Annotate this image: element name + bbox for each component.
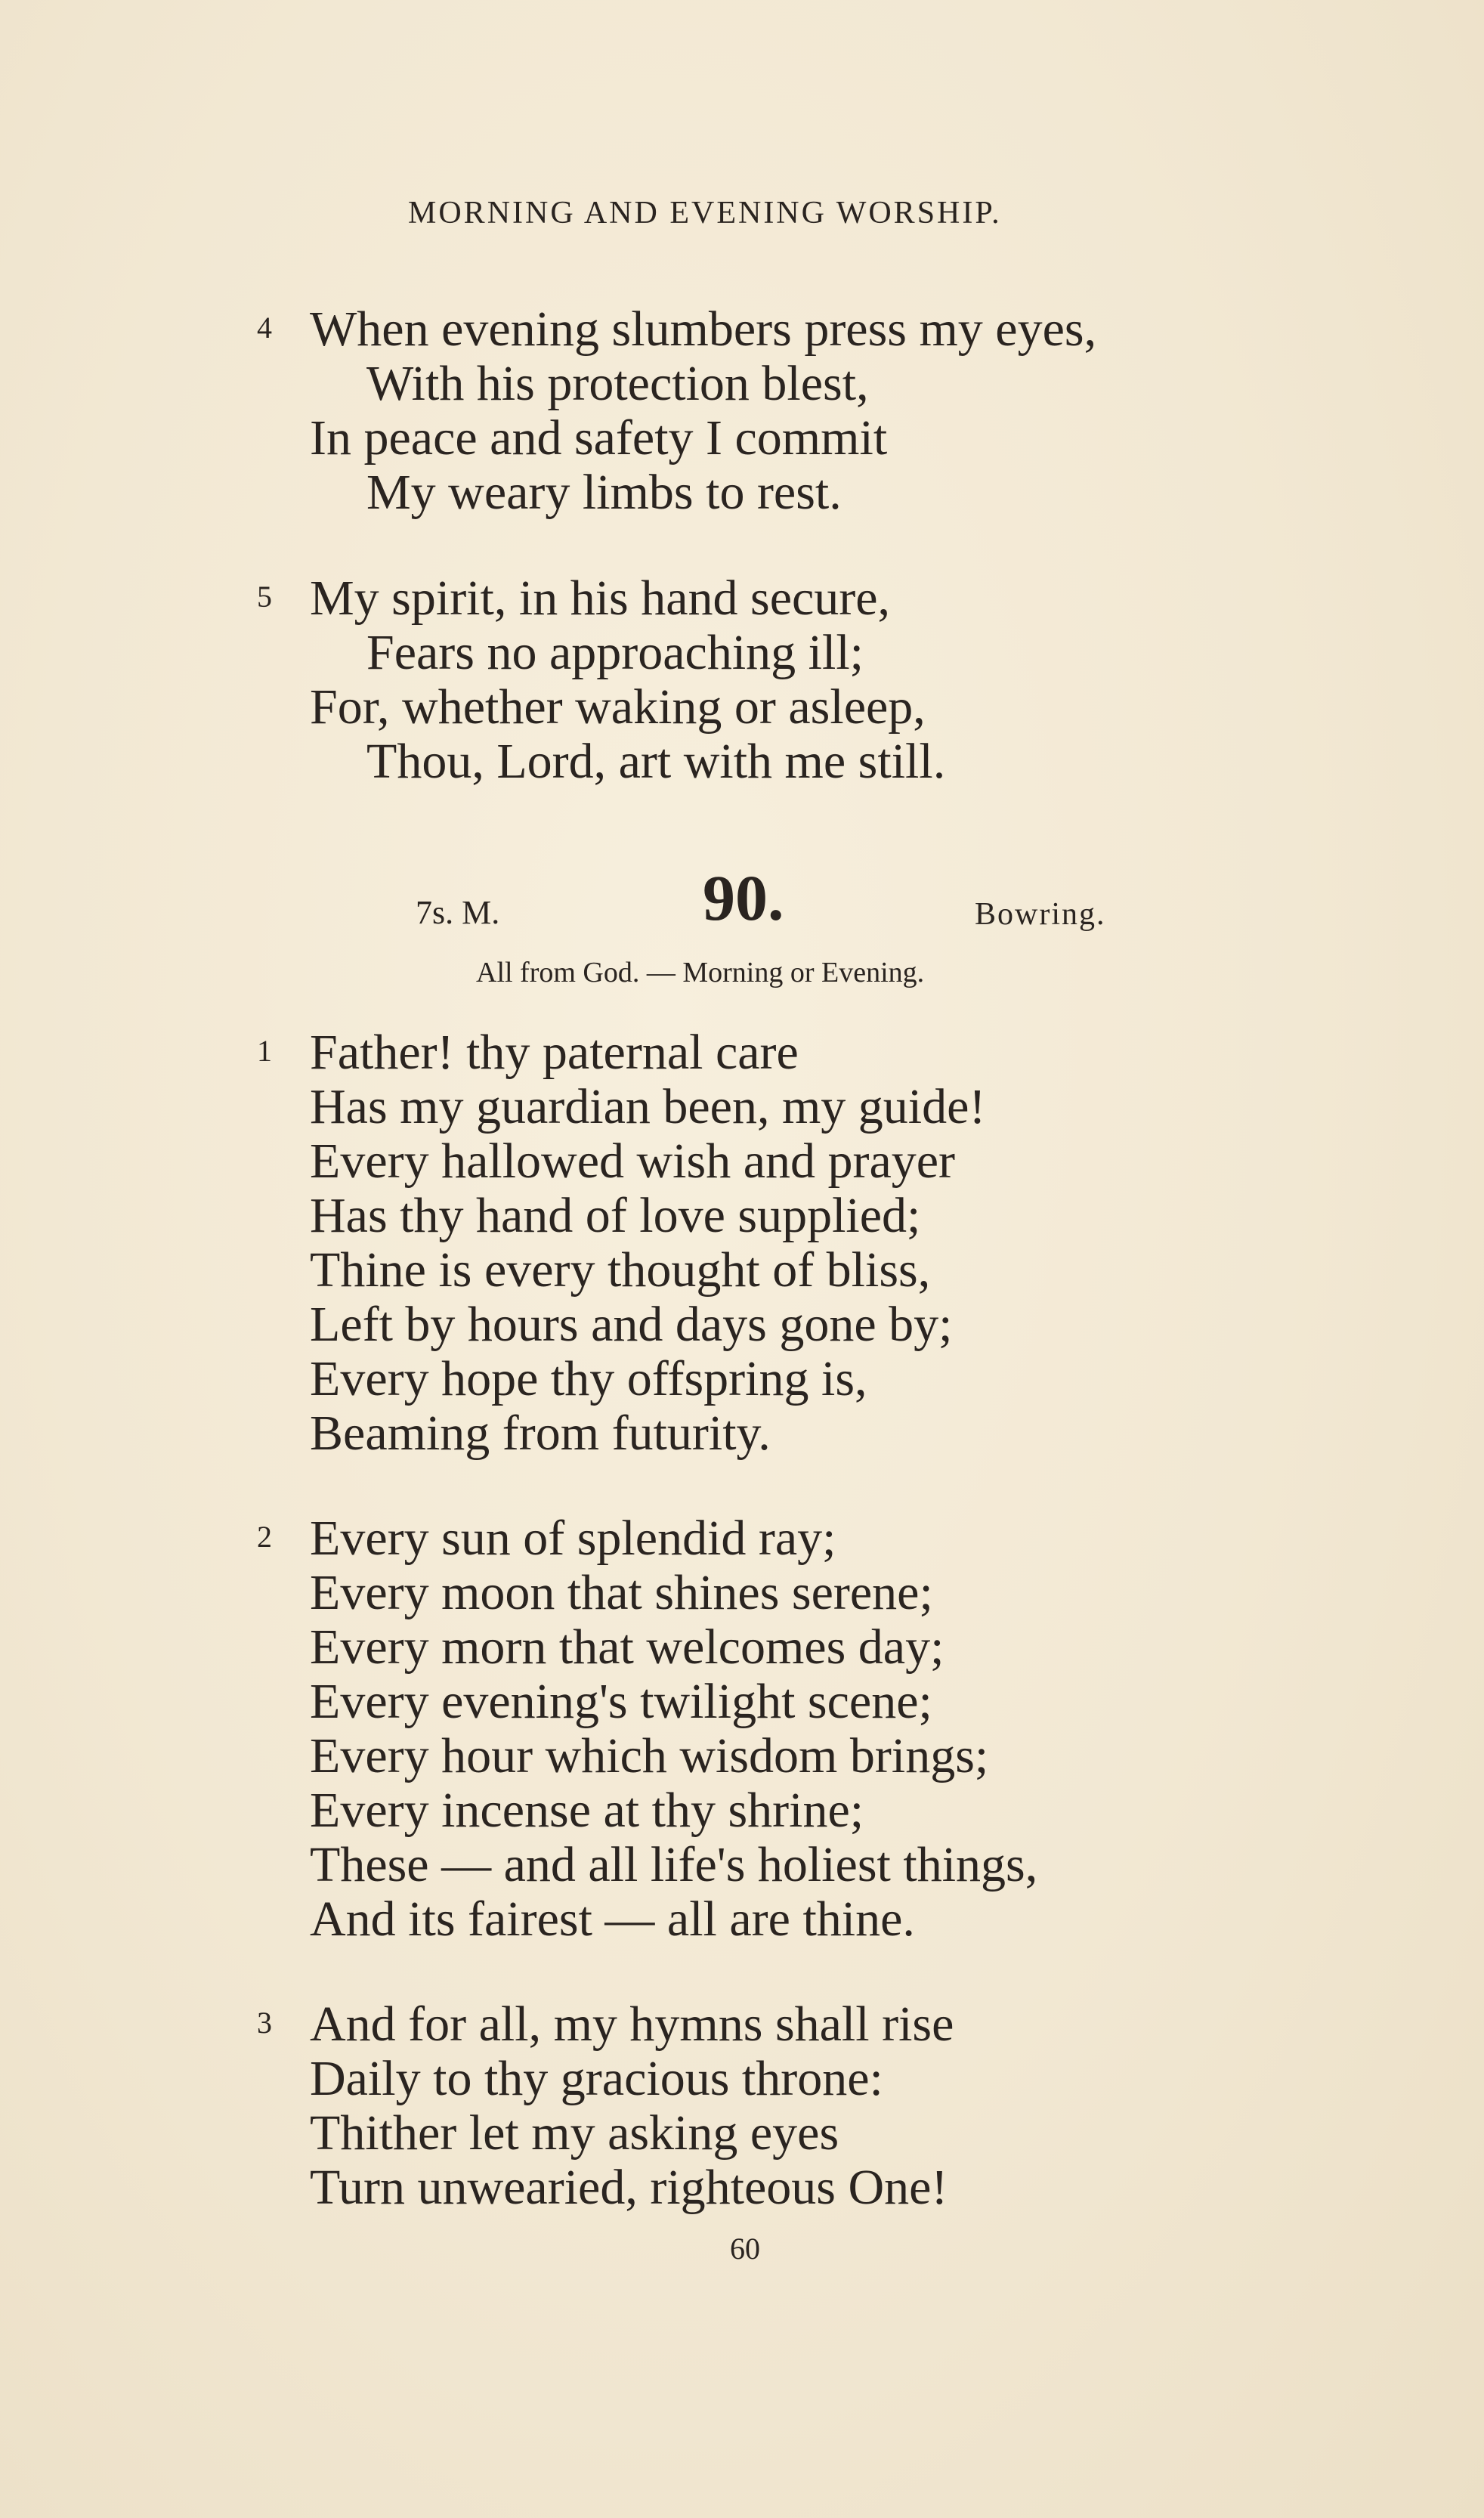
verse-line: Daily to thy gracious throne: (310, 2051, 883, 2106)
hymn-stanza-2 (257, 1511, 1315, 1947)
stanza-4 (257, 302, 1315, 520)
verse-line: Every hour which wisdom brings; (310, 1728, 989, 1783)
running-head: MORNING AND EVENING WORSHIP. (408, 196, 1002, 230)
verse-line: 3 And for all, my hymns shall rise (257, 1997, 954, 2052)
verse-number: 2 (257, 1520, 272, 1554)
hymn-stanza-3 (257, 1997, 1315, 2215)
page-number: 60 (730, 2232, 760, 2266)
verse-line: Fears no approaching ill; (366, 625, 864, 680)
verse-line: Every evening's twilight scene; (310, 1674, 932, 1729)
hymn-author: Bowring. (975, 897, 1106, 932)
verse-number: 1 (257, 1034, 272, 1068)
verse-line: Every hope thy offspring is, (310, 1351, 867, 1406)
verse-line: 5 My spirit, in his hand secure, (257, 571, 891, 626)
verse-line: Beaming from futurity. (310, 1406, 771, 1461)
verse-line: My weary limbs to rest. (366, 465, 842, 520)
verse-line: Thou, Lord, art with me still. (366, 734, 946, 789)
hymn-number: 90. (703, 862, 784, 934)
stanza-5 (257, 571, 1315, 789)
verse-line: 2 Every sun of splendid ray; (257, 1511, 836, 1566)
verse-line: Every hallowed wish and prayer (310, 1134, 956, 1189)
verse-line: Has thy hand of love supplied; (310, 1188, 921, 1243)
verse-line: Left by hours and days gone by; (310, 1297, 953, 1352)
verse-line: 1 Father! thy paternal care (257, 1025, 799, 1080)
verse-line: Every moon that shines serene; (310, 1565, 933, 1620)
hymn-subtitle: All from God. — Morning or Evening. (476, 957, 925, 988)
verse-number: 5 (257, 580, 272, 614)
hymn-stanza-1 (257, 1025, 1315, 1461)
verse-line: And its fairest — all are thine. (310, 1892, 915, 1947)
verse-line: With his protection blest, (366, 356, 869, 411)
hymn-heading (0, 860, 1484, 936)
verse-line: For, whether waking or asleep, (310, 679, 926, 735)
verse-line: Every incense at thy shrine; (310, 1783, 864, 1838)
verse-line: Every morn that welcomes day; (310, 1619, 945, 1675)
verse-line: In peace and safety I commit (310, 410, 888, 466)
verse-line: Thine is every thought of bliss, (310, 1242, 931, 1298)
verse-line: Turn unwearied, righteous One! (310, 2160, 948, 2215)
hymn-meter: 7s. M. (416, 894, 500, 931)
verse-number: 3 (257, 2006, 272, 2040)
verse-number: 4 (257, 311, 272, 345)
verse-line: These — and all life's holiest things, (310, 1837, 1038, 1892)
verse-line: Thither let my asking eyes (310, 2105, 839, 2161)
verse-line: 4 When evening slumbers press my eyes, (257, 302, 1097, 357)
verse-line: Has my guardian been, my guide! (310, 1079, 986, 1134)
